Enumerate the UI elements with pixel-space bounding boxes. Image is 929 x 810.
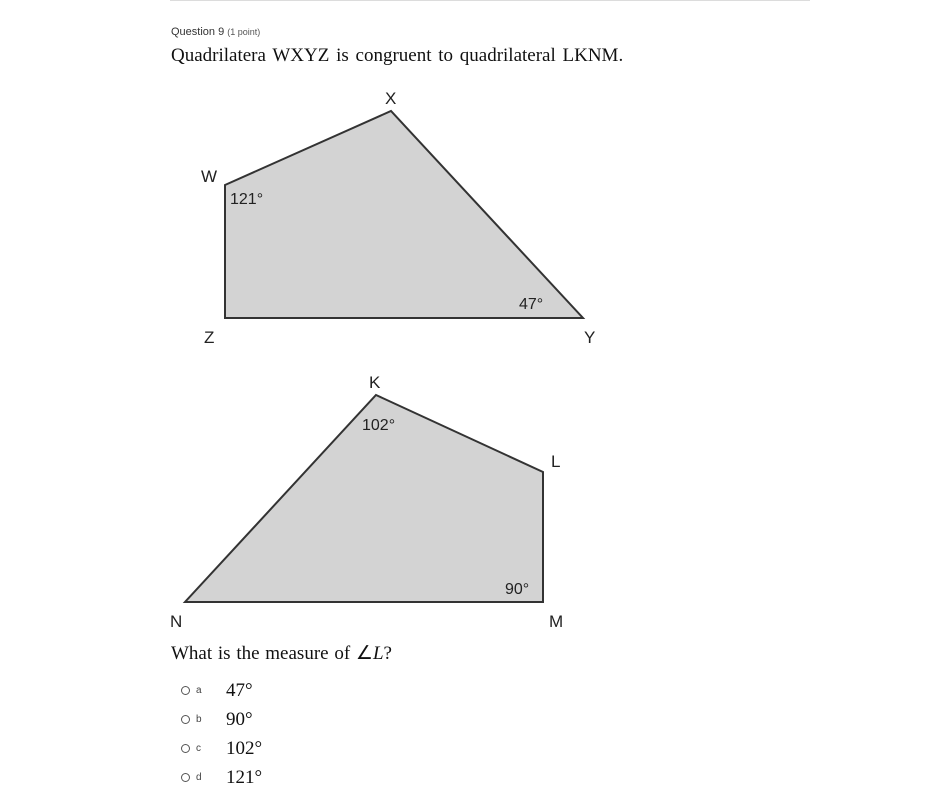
vertex-label-w: W	[201, 167, 218, 186]
question-points: (1 point)	[227, 27, 261, 37]
option-letter: a	[196, 685, 202, 696]
radio-button[interactable]	[181, 686, 190, 695]
prompt-suffix: ?	[383, 643, 392, 664]
question-statement: Quadrilatera WXYZ is congruent to quadrilateral LKNM.	[171, 45, 624, 66]
vertex-label-l: L	[551, 452, 561, 471]
option-d[interactable]	[181, 763, 262, 792]
radio-button[interactable]	[181, 715, 190, 724]
vertex-label-y: Y	[584, 328, 596, 347]
option-c[interactable]	[181, 734, 262, 763]
option-value: 47°	[226, 679, 253, 701]
angle-label-y: 47°	[519, 296, 544, 313]
option-a[interactable]	[181, 676, 262, 705]
option-b[interactable]	[181, 705, 262, 734]
angle-label-w: 121°	[230, 191, 264, 208]
prompt-prefix: What is the measure of ∠	[171, 643, 373, 664]
answer-options	[181, 676, 262, 792]
radio-button[interactable]	[181, 773, 190, 782]
option-value: 90°	[226, 708, 253, 730]
angle-label-m: 90°	[505, 581, 530, 598]
vertex-label-m: M	[549, 612, 564, 631]
prompt-variable: L	[372, 643, 384, 664]
option-letter: d	[196, 772, 202, 783]
vertex-label-x: X	[385, 89, 397, 108]
vertex-label-z: Z	[204, 328, 215, 347]
question-number: Question 9	[171, 26, 225, 38]
option-value: 121°	[226, 766, 263, 788]
option-value: 102°	[226, 737, 263, 759]
vertex-label-k: K	[369, 373, 381, 392]
radio-button[interactable]	[181, 744, 190, 753]
option-letter: b	[196, 714, 202, 725]
angle-label-k: 102°	[362, 417, 396, 434]
option-letter: c	[196, 743, 201, 754]
question-prompt	[171, 642, 392, 665]
vertex-label-n: N	[170, 612, 183, 631]
quadrilateral-wxyz	[225, 111, 583, 318]
